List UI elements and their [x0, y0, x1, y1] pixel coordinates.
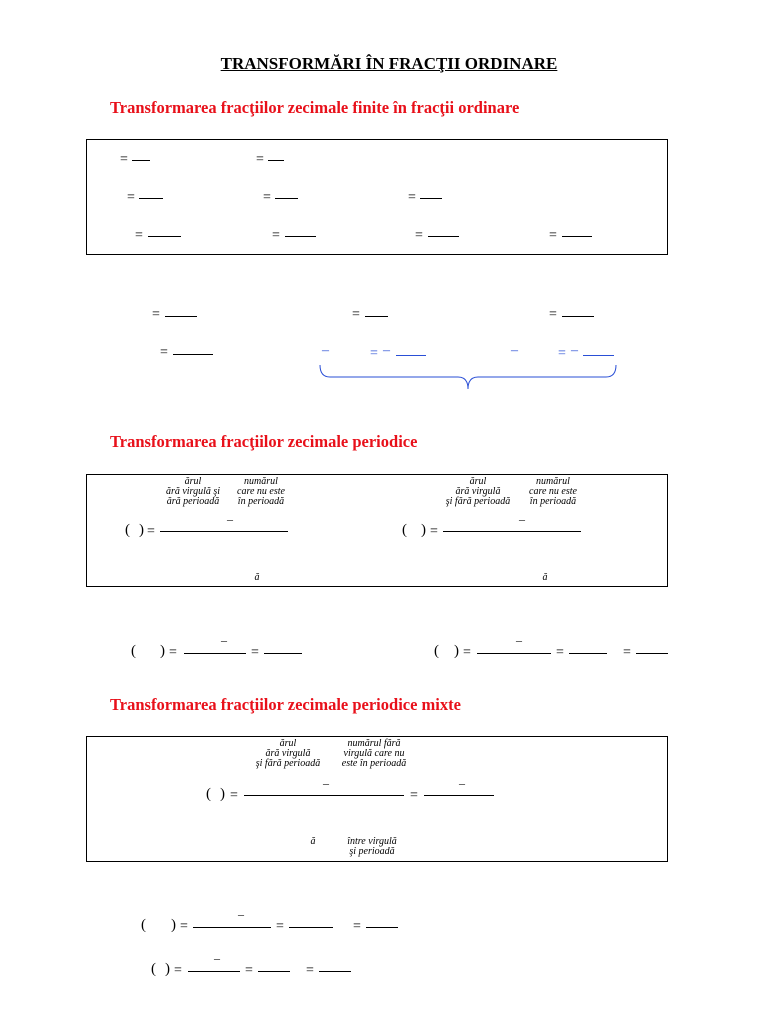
- fraction-line: [319, 971, 351, 972]
- equals-sign: =: [370, 346, 378, 361]
- fraction-line: [636, 653, 668, 654]
- equals-sign: =: [147, 524, 155, 539]
- fraction-line: [289, 927, 333, 928]
- minus-sign: –: [519, 512, 525, 526]
- equals-sign: =: [353, 919, 361, 934]
- fraction-line: [258, 971, 290, 972]
- equals-sign: =: [276, 919, 284, 934]
- fraction-line: [193, 927, 271, 928]
- fraction-line: [396, 355, 426, 356]
- fraction-line: [165, 316, 197, 317]
- fraction-line: [477, 653, 551, 654]
- section-heading-finite: Transformarea fracţiilor zecimale finite în fracţii ordinare: [110, 98, 520, 117]
- minus-sign: –: [238, 907, 244, 921]
- minus-sign: –: [511, 343, 518, 358]
- open-paren: (: [402, 522, 407, 538]
- equals-sign: =: [251, 645, 259, 660]
- note-between-comma-period: între virgulă şi perioadă: [347, 836, 397, 857]
- fraction-line: [173, 354, 213, 355]
- equals-sign: =: [245, 963, 253, 978]
- equals-sign: =: [408, 190, 416, 205]
- note-number-without-comma-period: ărul ără virgulă şi fără perioadă: [255, 738, 321, 769]
- fraction-line: [562, 316, 594, 317]
- fraction-line: [562, 236, 592, 237]
- equals-sign: =: [174, 963, 182, 978]
- note-denominator: ă: [310, 836, 316, 847]
- equals-sign: =: [272, 228, 280, 243]
- open-paren: (: [206, 786, 211, 802]
- equals-sign: =: [549, 307, 557, 322]
- equals-sign: =: [306, 963, 314, 978]
- fraction-line: [160, 531, 288, 532]
- fraction-line: [365, 316, 388, 317]
- minus-sign: –: [221, 633, 227, 647]
- fraction-line: [244, 795, 404, 796]
- minus-sign: –: [459, 776, 465, 790]
- equals-sign: =: [352, 307, 360, 322]
- fraction-line: [268, 160, 284, 161]
- equals-sign: =: [430, 524, 438, 539]
- equals-sign: =: [120, 152, 128, 167]
- fraction-line: [184, 653, 246, 654]
- equals-sign: =: [169, 645, 177, 660]
- fraction-line: [285, 236, 316, 237]
- equals-sign: =: [556, 645, 564, 660]
- equals-sign: =: [152, 307, 160, 322]
- fraction-line: [420, 198, 442, 199]
- equals-sign: =: [160, 345, 168, 360]
- equals-sign: =: [256, 152, 264, 167]
- fraction-line: [188, 971, 240, 972]
- close-paren: ): [421, 522, 426, 538]
- equals-sign: =: [558, 346, 566, 361]
- section-heading-mixed: Transformarea fracţiilor zecimale periodice mixte: [110, 695, 461, 714]
- equals-sign: =: [549, 228, 557, 243]
- fraction-line: [139, 198, 163, 199]
- minus-sign: –: [383, 343, 390, 358]
- fraction-line: [148, 236, 181, 237]
- fraction-line: [366, 927, 398, 928]
- equals-sign: =: [623, 645, 631, 660]
- open-paren: (: [125, 522, 130, 538]
- minus-sign: –: [227, 512, 233, 526]
- note-number-without-comma-period: ărul ără virgulă şi fără perioadă: [445, 476, 511, 507]
- equals-sign: =: [415, 228, 423, 243]
- fraction-line: [443, 531, 581, 532]
- minus-sign: –: [322, 343, 329, 358]
- fraction-line: [424, 795, 494, 796]
- close-paren: ): [454, 643, 459, 659]
- note-number-without-comma: ărul ără virgulă şi ără perioadă: [165, 476, 221, 507]
- curly-brace: [318, 363, 618, 393]
- page-title: TRANSFORMĂRI ÎN FRACŢII ORDINARE: [220, 54, 558, 73]
- note-denominator: ă: [254, 572, 260, 583]
- close-paren: ): [171, 917, 176, 933]
- close-paren: ): [139, 522, 144, 538]
- note-number-not-in-period: numărul care nu este în perioadă: [529, 476, 577, 507]
- open-paren: (: [141, 917, 146, 933]
- minus-sign: –: [214, 951, 220, 965]
- open-paren: (: [131, 643, 136, 659]
- fraction-line: [275, 198, 298, 199]
- note-number-not-in-period: numărul fără virgulă care nu este în perioadă: [341, 738, 407, 769]
- minus-sign: –: [571, 343, 578, 358]
- fraction-line: [583, 355, 614, 356]
- equals-sign: =: [410, 788, 418, 803]
- equals-sign: =: [230, 788, 238, 803]
- minus-sign: –: [516, 633, 522, 647]
- equals-sign: =: [127, 190, 135, 205]
- close-paren: ): [160, 643, 165, 659]
- fraction-line: [132, 160, 150, 161]
- open-paren: (: [151, 961, 156, 977]
- section-heading-periodic: Transformarea fracţiilor zecimale periodice: [110, 432, 418, 451]
- close-paren: ): [220, 786, 225, 802]
- note-number-not-in-period: numărul care nu este în perioadă: [237, 476, 285, 507]
- open-paren: (: [434, 643, 439, 659]
- fraction-line: [428, 236, 459, 237]
- fraction-line: [264, 653, 302, 654]
- finite-fractions-box: [86, 139, 668, 255]
- equals-sign: =: [463, 645, 471, 660]
- equals-sign: =: [263, 190, 271, 205]
- note-denominator: ă: [542, 572, 548, 583]
- periodic-fractions-box: [86, 474, 668, 587]
- equals-sign: =: [135, 228, 143, 243]
- minus-sign: –: [323, 776, 329, 790]
- equals-sign: =: [180, 919, 188, 934]
- close-paren: ): [165, 961, 170, 977]
- fraction-line: [569, 653, 607, 654]
- mixed-periodic-box: [86, 736, 668, 862]
